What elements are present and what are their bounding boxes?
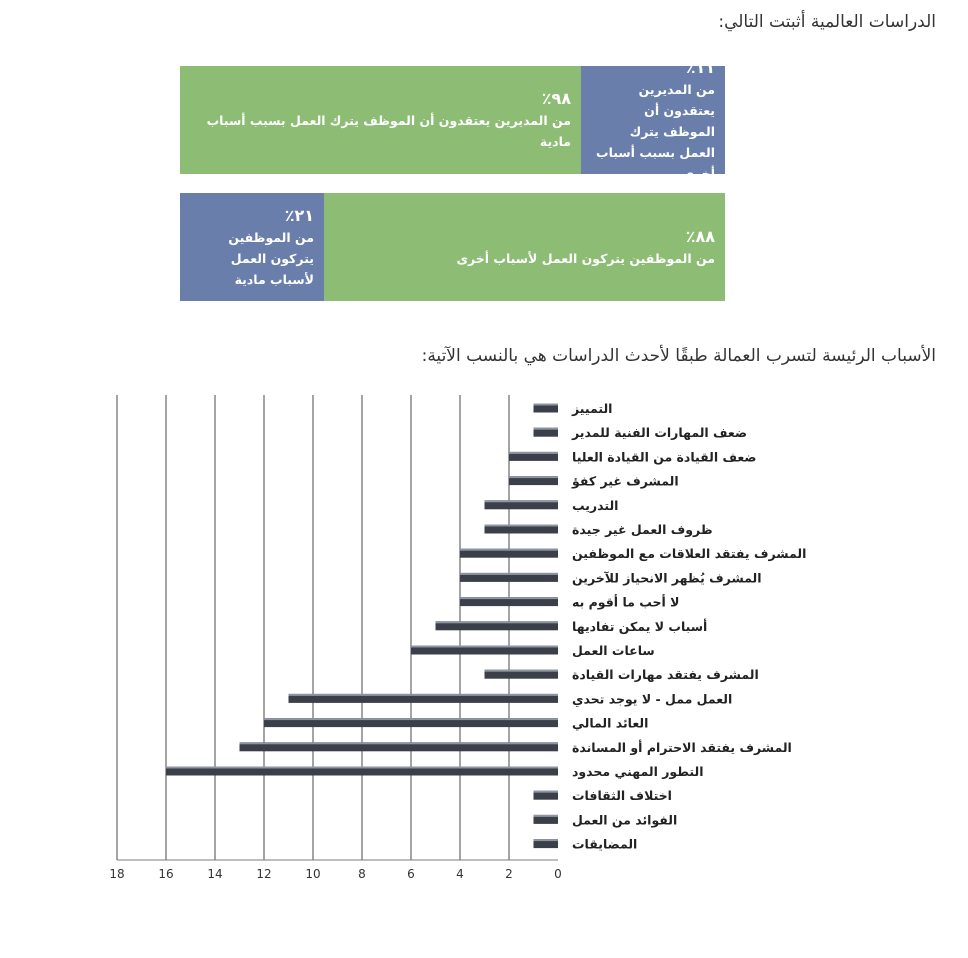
bar-highlight-9 bbox=[436, 621, 559, 623]
category-label-15: التطور المهني محدود bbox=[572, 764, 704, 779]
x-tick-label-10: 10 bbox=[305, 867, 321, 881]
category-label-7: المشرف يُظهر الانحياز للآخرين bbox=[572, 570, 762, 586]
bar-highlight-0 bbox=[534, 404, 559, 406]
x-tick-label-18: 18 bbox=[109, 867, 125, 881]
managers-money-text: من المديرين يعتقدون أن الموظف يترك العمل بسبب أسباب مادية bbox=[206, 113, 571, 149]
category-label-9: أسباب لا يمكن تفاديها bbox=[572, 618, 708, 634]
bar-highlight-18 bbox=[534, 839, 559, 841]
bar-highlight-1 bbox=[534, 428, 559, 430]
bar-highlight-7 bbox=[460, 573, 558, 575]
x-tick-label-14: 14 bbox=[207, 867, 223, 881]
category-label-11: المشرف يفتقد مهارات القيادة bbox=[572, 667, 759, 683]
category-label-4: التدريب bbox=[572, 497, 619, 513]
bar-highlight-16 bbox=[534, 791, 559, 793]
category-label-0: التمييز bbox=[572, 401, 613, 416]
bar-highlight-5 bbox=[485, 525, 559, 527]
category-label-2: ضعف القيادة من القيادة العليا bbox=[572, 449, 757, 465]
category-label-5: ظروف العمل غير جيدة bbox=[572, 522, 713, 537]
category-label-18: المضايقات bbox=[572, 836, 638, 852]
x-tick-label-12: 12 bbox=[256, 867, 272, 881]
category-label-1: ضعف المهارات الفنية للمدير bbox=[572, 425, 748, 441]
category-label-8: لا أحب ما أقوم به bbox=[572, 594, 680, 610]
x-tick-label-16: 16 bbox=[158, 867, 174, 881]
x-tick-label-0: 0 bbox=[554, 867, 562, 881]
category-label-13: العائد المالي bbox=[572, 715, 649, 731]
x-tick-label-4: 4 bbox=[456, 867, 464, 881]
bar-highlight-4 bbox=[485, 500, 559, 502]
bar-highlight-14 bbox=[240, 742, 559, 744]
category-label-3: المشرف غير كفؤ bbox=[572, 473, 679, 489]
bar-highlight-15 bbox=[166, 767, 558, 769]
bar-highlight-3 bbox=[509, 476, 558, 478]
bar-highlight-12 bbox=[289, 694, 559, 696]
x-tick-label-8: 8 bbox=[358, 867, 366, 881]
studies-heading: الدراسات العالمية أثبتت التالي: bbox=[718, 12, 936, 32]
x-tick-label-6: 6 bbox=[407, 867, 415, 881]
category-label-10: ساعات العمل bbox=[572, 643, 655, 658]
bar-highlight-17 bbox=[534, 815, 559, 817]
bar-highlight-10 bbox=[411, 646, 558, 648]
bar-highlight-6 bbox=[460, 549, 558, 551]
bar-highlight-8 bbox=[460, 597, 558, 599]
managers-other-text: من المديرين يعتقدون أن الموظف يترك العمل بسبب أسباب أخرى bbox=[596, 81, 715, 181]
category-label-12: العمل ممل - لا يوجد تحدي bbox=[572, 691, 733, 707]
employees-other-pct: ٨٨٪ bbox=[685, 226, 715, 246]
category-label-17: الفوائد من العمل bbox=[572, 812, 678, 828]
employees-money-text: من الموظفين يتركون العمل لأسباب مادية bbox=[228, 229, 314, 287]
bar-highlight-13 bbox=[264, 718, 558, 720]
bar-highlight-11 bbox=[485, 670, 559, 672]
employees-money-pct: ٢١٪ bbox=[284, 205, 314, 225]
managers-money-pct: ٩٨٪ bbox=[541, 89, 571, 108]
category-label-6: المشرف يفتقد العلاقات مع الموظفين bbox=[572, 546, 807, 562]
category-label-14: المشرف يفتقد الاحترام أو المساندة bbox=[572, 739, 792, 755]
employees-other-text: من الموظفين يتركون العمل لأسباب أخرى bbox=[456, 250, 715, 266]
managers-other-pct: ١١٪ bbox=[685, 57, 715, 77]
bar-highlight-2 bbox=[509, 452, 558, 454]
x-tick-label-2: 2 bbox=[505, 867, 513, 881]
category-label-16: اختلاف الثقافات bbox=[572, 788, 672, 804]
reasons-heading: الأسباب الرئيسة لتسرب العمالة طبقًا لأحدث الدراسات هي بالنسب الآتية: bbox=[421, 346, 936, 366]
